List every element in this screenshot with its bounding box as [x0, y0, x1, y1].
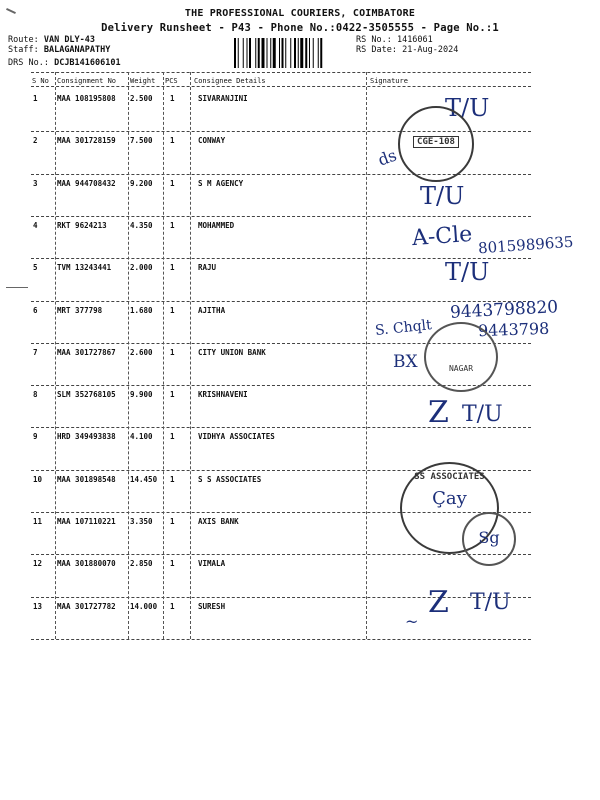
cell-weight: 9.900: [130, 390, 153, 400]
col-header-signature: Signature: [370, 77, 408, 85]
barcode-bar: [267, 38, 268, 68]
cell-sno: 6: [33, 305, 38, 315]
cell-consignment-no: MAA 301728159: [57, 136, 116, 146]
cell-consignment-no: MRT 377798: [57, 305, 103, 315]
cell-consignee: AJITHA: [198, 305, 226, 315]
cell-consignee: KRISHNAVENI: [198, 390, 248, 400]
row-divider: [31, 639, 531, 640]
row-divider: [31, 597, 531, 598]
cell-pcs: 1: [170, 390, 175, 400]
barcode-bar: [285, 38, 286, 68]
barcode-bar: [262, 38, 265, 68]
cell-sno: 10: [33, 474, 43, 484]
handwritten-tu-9: T/U: [462, 402, 503, 427]
barcode-bar: [243, 38, 244, 68]
cell-consignment-no: MAA 108195808: [57, 94, 116, 103]
stamp-3-text: SS ASSOCIATES: [414, 472, 485, 482]
cell-consignment-no: MAA 944708432: [57, 178, 116, 188]
cell-consignment-no: RKT 9624213: [57, 220, 107, 230]
company-stamp-1: [398, 106, 474, 182]
company-name: THE PROFESSIONAL COURIERS, COIMBATORE: [184, 8, 416, 19]
cell-consignment-no: HRD 349493838: [57, 432, 116, 442]
signature-scribble-13a: Z: [428, 585, 449, 620]
cell-weight: 7.500: [130, 136, 153, 146]
cell-consignee: VIDHYA ASSOCIATES: [198, 432, 275, 442]
cell-pcs: 1: [170, 220, 175, 230]
cell-pcs: 1: [170, 517, 175, 526]
row-divider: [31, 301, 531, 302]
cell-sno: 2: [33, 136, 38, 146]
company-stamp-4: [462, 512, 516, 566]
company-stamp-2: [424, 322, 498, 392]
barcode-bar: [309, 38, 310, 68]
cell-sno: 1: [33, 94, 38, 103]
cell-consignee: S S ASSOCIATES: [198, 474, 262, 484]
cell-sno: 8: [33, 390, 38, 400]
col-header-weight: Weight: [130, 77, 156, 85]
route-label: Route:: [8, 35, 39, 45]
stamp-2-text: NAGAR: [448, 364, 474, 373]
row-divider: [31, 216, 531, 217]
cell-weight: 2.600: [130, 347, 153, 357]
cell-sno: 12: [33, 559, 43, 569]
col-header-sno: S No: [32, 77, 49, 85]
cell-weight: 2.000: [130, 263, 153, 273]
cell-consignee: SIVARANJINI: [198, 94, 248, 103]
barcode-bar: [247, 38, 248, 68]
column-divider: [190, 72, 191, 639]
cell-weight: 1.680: [130, 305, 153, 315]
col-header-consignee: Consignee Details: [194, 77, 266, 85]
cell-sno: 9: [33, 432, 38, 442]
stamp-1-text: CGE-108: [413, 136, 459, 148]
signature-scribble-4: A-Cle: [411, 221, 474, 252]
signature-scribble-9a: Z: [428, 395, 449, 430]
column-divider: [128, 72, 129, 639]
header-top-rule: [31, 72, 531, 73]
staff-value: BALAGANAPATHY: [43, 45, 111, 55]
barcode-bar: [273, 38, 276, 68]
column-divider: [163, 72, 164, 639]
cell-consignment-no: MAA 301898548: [57, 474, 116, 484]
cell-consignment-no: MAA 107110221: [57, 517, 116, 526]
drs-label: DRS No.:: [8, 58, 49, 68]
staff-line: [8, 45, 110, 55]
cell-consignee: AXIS BANK: [198, 517, 239, 526]
cell-consignee: SURESH: [198, 601, 226, 611]
barcode-bar: [313, 38, 314, 68]
cell-consignee: S M AGENCY: [198, 178, 244, 188]
barcode-bar: [258, 38, 260, 68]
cell-sno: 3: [33, 178, 38, 188]
barcode-bar: [294, 38, 296, 68]
scan-artifact-left: [6, 287, 28, 288]
rs-date-value: 21-Aug-2024: [402, 45, 459, 55]
cell-consignee: CONWAY: [198, 136, 226, 146]
rs-date-label: RS Date:: [356, 45, 397, 55]
rs-date-line: [356, 45, 458, 55]
rs-no-line: [356, 35, 433, 45]
signature-scribble-13b: ~: [405, 612, 419, 631]
cell-weight: 2.500: [130, 94, 153, 103]
barcode-bar: [298, 38, 299, 68]
cell-consignee: VIMALA: [198, 559, 226, 569]
handwritten-phone-6a: 9443798820: [449, 297, 559, 323]
cell-weight: 4.100: [130, 432, 153, 442]
cell-consignee: CITY UNION BANK: [198, 347, 266, 357]
cell-pcs: 1: [170, 178, 175, 188]
rs-no-value: 1416061: [396, 35, 433, 45]
row-divider: [31, 427, 531, 428]
cell-pcs: 1: [170, 601, 175, 611]
signature-scribble-6: S. Chqlt: [374, 317, 433, 339]
cell-consignee: RAJU: [198, 263, 217, 273]
cell-pcs: 1: [170, 136, 175, 146]
barcode-image: [233, 38, 353, 68]
route-line: [8, 35, 95, 45]
cell-weight: 2.850: [130, 559, 153, 569]
cell-weight: 4.350: [130, 220, 153, 230]
barcode-bar: [255, 38, 256, 68]
cell-pcs: 1: [170, 432, 175, 442]
cell-pcs: 1: [170, 305, 175, 315]
cell-weight: 9.200: [130, 178, 153, 188]
cell-pcs: 1: [170, 559, 175, 569]
barcode-bar: [290, 38, 291, 68]
col-header-pcs: PCS: [165, 77, 178, 85]
cell-consignment-no: SLM 352768105: [57, 390, 116, 400]
route-value: VAN DLY-43: [43, 35, 96, 45]
handwritten-tu-1: T/U: [445, 94, 490, 122]
cell-weight: 3.350: [130, 517, 153, 526]
cell-sno: 11: [33, 517, 43, 526]
column-divider: [366, 72, 367, 639]
barcode-bar: [318, 38, 319, 68]
cell-sno: 4: [33, 220, 38, 230]
barcode-bar: [234, 38, 236, 68]
handwritten-phone-6b: 9443798: [477, 318, 550, 341]
cell-consignment-no: TVM 13243441: [57, 263, 112, 273]
drs-line: [8, 58, 121, 68]
barcode-bar: [238, 38, 239, 68]
handwritten-tu-5: T/U: [445, 258, 490, 286]
barcode-bar: [279, 38, 280, 68]
barcode-bar: [249, 38, 251, 68]
cell-weight: 14.000: [130, 601, 158, 611]
rs-no-label: RS No.:: [356, 35, 392, 45]
handwritten-phone-4: 8015989635: [477, 232, 574, 258]
barcode-bar: [320, 38, 322, 68]
header-bottom-rule: [31, 86, 531, 87]
cell-pcs: 1: [170, 474, 175, 484]
staff-label: Staff:: [8, 45, 39, 55]
barcode-bar: [270, 38, 271, 68]
stamp-4-signature: Sg: [478, 528, 500, 547]
cell-consignee: MOHAMMED: [198, 220, 235, 230]
stamp-3-signature: Çay: [432, 488, 467, 509]
cell-consignment-no: MAA 301727782: [57, 601, 116, 611]
barcode-bar: [300, 38, 303, 68]
cell-sno: 7: [33, 347, 38, 357]
cell-pcs: 1: [170, 263, 175, 273]
handwritten-tu-3: T/U: [420, 182, 465, 210]
signature-scribble-7: BX: [393, 352, 418, 372]
runsheet-title: Delivery Runsheet - P43 - Phone No.:0422-3505555 - Page No.:1: [101, 22, 499, 34]
barcode-bar: [282, 38, 284, 68]
handwritten-tu-13: T/U: [470, 590, 511, 615]
column-divider: [55, 72, 56, 639]
col-header-consignment: Consignment No: [57, 77, 117, 85]
barcode-bar: [305, 38, 307, 68]
cell-pcs: 1: [170, 94, 175, 103]
signature-scribble-2: ds: [375, 145, 400, 170]
cell-consignment-no: MAA 301880070: [57, 559, 116, 569]
cell-pcs: 1: [170, 347, 175, 357]
row-divider: [31, 554, 531, 555]
drs-value: DCJB141606101: [54, 58, 121, 68]
cell-consignment-no: MAA 301727867: [57, 347, 116, 357]
cell-sno: 13: [33, 601, 43, 611]
cell-weight: 14.450: [130, 474, 158, 484]
cell-sno: 5: [33, 263, 38, 273]
